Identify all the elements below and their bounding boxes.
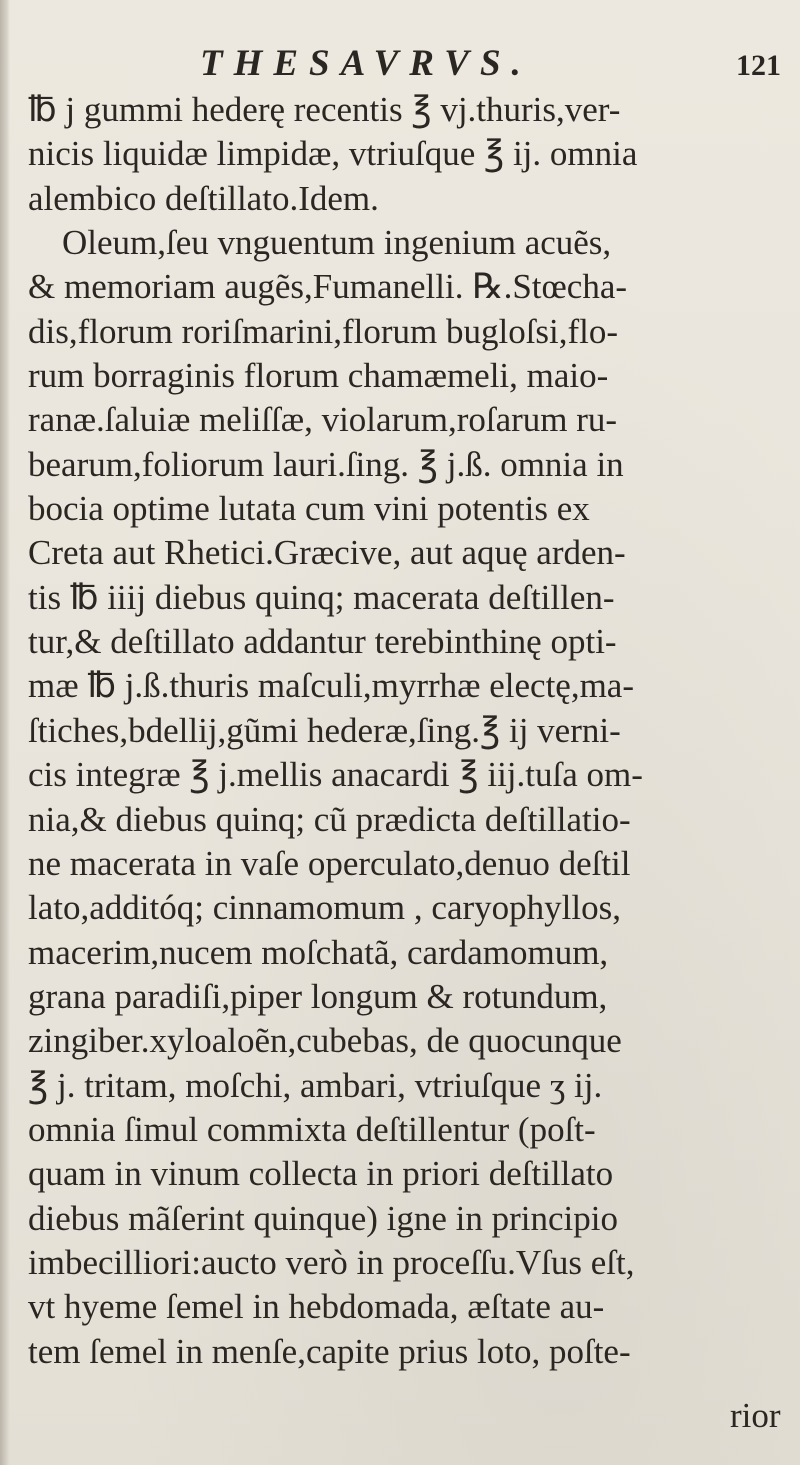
- text-line: zingiber.xyloaloẽn,cubebas, de quocunque: [28, 1021, 622, 1061]
- text-line: omnia ſimul commixta deſtillentur (poſt-: [28, 1109, 596, 1149]
- text-line: mæ ℔ j.ß.thuris maſculi,myrrhæ electę,ma-: [28, 666, 634, 706]
- text-line: Creta aut Rhetici.Græcive, aut aquę arden-: [28, 533, 626, 573]
- text-line: rum borraginis florum chamæmeli, maio-: [28, 356, 609, 396]
- text-line: grana paradiſi,piper longum & rotundum,: [28, 976, 608, 1016]
- text-line: ranæ.ſaluiæ meliſſæ, violarum,roſarum ru-: [28, 400, 618, 440]
- text-line: macerim,nucem moſchatã, cardamomum,: [28, 932, 609, 972]
- text-line: & memoriam augẽs,Fumanelli. ℞.Stœcha-: [28, 267, 628, 307]
- running-head: [0, 42, 800, 92]
- text-line: Oleum,ſeu vnguentum ingenium acuẽs,: [62, 223, 612, 263]
- text-line: nicis liquidæ limpidæ, vtriuſque ℥ ij. omnia: [28, 134, 638, 174]
- text-line: ſtiches,bdellij,gũmi hederæ,ſing.℥ ij verni-: [28, 710, 621, 750]
- text-line: nia,& diebus quinq; cũ prædicta deſtillatio-: [28, 799, 631, 839]
- text-line: imbecilliori:aucto verò in proceſſu.Vſus eſt,: [28, 1242, 635, 1282]
- text-line: ℔ j gummi hederę recentis ℥ vj.thuris,ver-: [28, 90, 621, 129]
- text-line: lato,additóq; cinnamomum , caryophyllos,: [28, 888, 621, 928]
- page-gutter-shadow: [0, 0, 10, 1465]
- text-line: ℥ j. tritam, moſchi, ambari, vtriuſque ʒ ij.: [28, 1065, 603, 1105]
- text-line: cis integræ ℥ j.mellis anacardi ℥ iij.tuſa om-: [28, 755, 643, 795]
- text-line: tem ſemel in menſe,capite prius loto, poſte-: [28, 1331, 631, 1371]
- text-line: quam in vinum collecta in priori deſtillato: [28, 1154, 614, 1194]
- text-line: ne macerata in vaſe operculato,denuo deſtil: [28, 843, 631, 883]
- catchword: rior: [730, 1396, 781, 1435]
- text-line: diebus mãſerint quinque) igne in principio: [28, 1198, 619, 1238]
- text-line: alembico deſtillato.Idem.: [28, 178, 379, 218]
- page-number: 121: [736, 49, 781, 82]
- running-title: THESAVRVS.: [200, 43, 532, 84]
- text-line: bearum,foliorum lauri.ſing. ℥ j.ß. omnia in: [28, 444, 624, 484]
- text-line: bocia optime lutata cum vini potentis ex: [28, 489, 590, 529]
- text-line: tis ℔ iiij diebus quinq; macerata deſtillen-: [28, 577, 615, 617]
- text-line: vt hyeme ſemel in hebdomada, æſtate au-: [28, 1287, 605, 1327]
- text-block: [28, 88, 780, 1374]
- text-line: dis,florum roriſmarini,florum bugloſsi,flo-: [28, 311, 619, 351]
- text-line: tur,& deſtillato addantur terebinthinę opti-: [28, 622, 617, 662]
